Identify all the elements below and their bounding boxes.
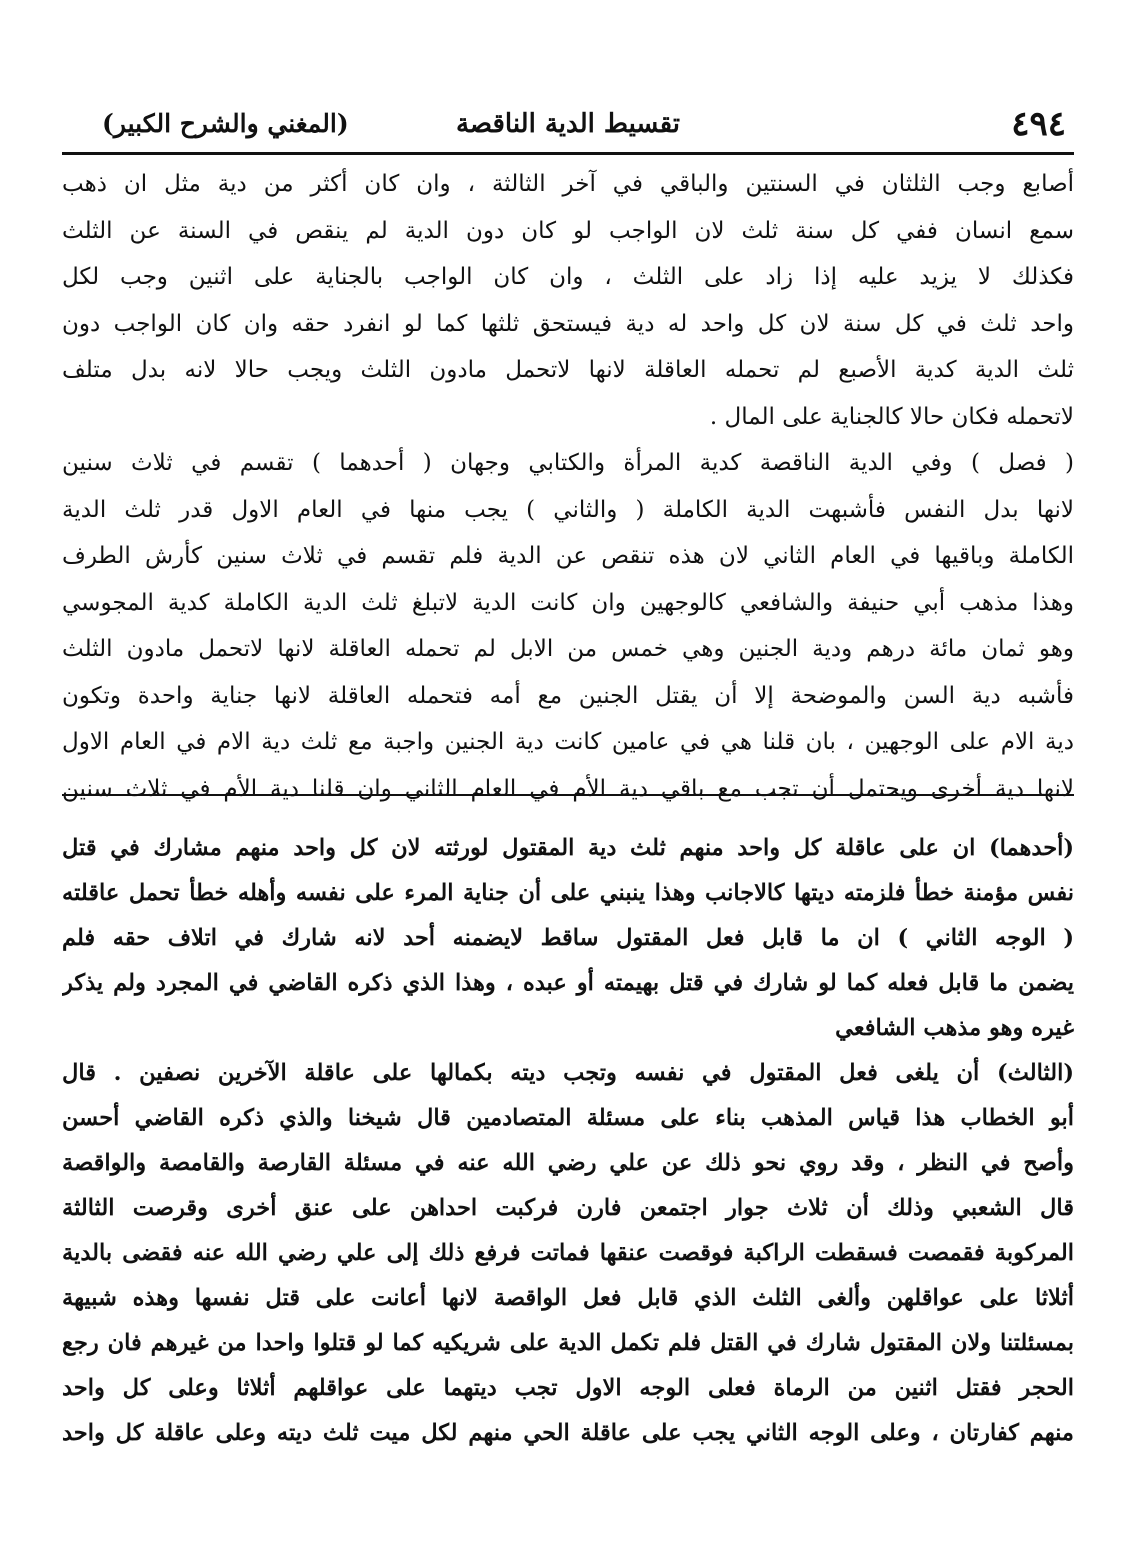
commentary-line: الحجر فقتل اثنين من الرماة فعلى الوجه الاول تجب ديتهما على عواقلهم أثلاثا وعلى كل واحد: [62, 1375, 1074, 1401]
running-title: تقسيط الدية الناقصة: [455, 109, 681, 139]
commentary-line: بمسئلتنا ولان المقتول شارك في القتل فلم تكمل الدية على شريكيه كما لو قتلوا واحدا من غيرهم فان رجع: [62, 1330, 1074, 1356]
text-line: أصابع وجب الثلثان في السنتين والباقي في آخر الثالثة ، وان كان أكثر من دية مثل ان ذهب: [62, 171, 1074, 197]
page-header: [62, 102, 1074, 146]
text-line: ثلث الدية كدية الأصبع لم تحمله العاقلة لانها لاتحمل مادون الثلث ويجب حالا لانه بدل متلف: [62, 357, 1074, 383]
page-number: ٤٩٤: [1011, 104, 1066, 144]
text-line: ( فصل ) وفي الدية الناقصة كدية المرأة والكتابي وجهان ( أحدهما ) تقسم في ثلاث سنين: [62, 450, 1074, 476]
commentary-line: وأصح في النظر ، وقد روي نحو ذلك عن علي رضي الله عنه في مسئلة القارصة والقامصة والواقصة: [62, 1150, 1074, 1176]
commentary-line: (الثالث) أن يلغى فعل المقتول في نفسه وتجب ديته بكمالها على عاقلة الآخرين نصفين . قال: [62, 1060, 1074, 1086]
text-line: وهو ثمان مائة درهم ودية الجنين وهي خمس من الابل لم تحمله العاقلة لانها لاتحمل مادون الثلث: [62, 636, 1074, 662]
text-line: فأشبه دية السن والموضحة إلا أن يقتل الجنين مع أمه فتحمله العاقلة لانها جناية واحدة وتكون: [62, 682, 1074, 709]
book-title: (المغني والشرح الكبير): [102, 109, 349, 138]
commentary-line: قال الشعبي وذلك أن ثلاث جوار اجتمعن فارن فركبت احداهن على عنق أخرى وقرصت الثالثة: [62, 1195, 1074, 1221]
main-text: [62, 161, 1074, 812]
commentary-line: (أحدهما) ان على عاقلة كل واحد منهم ثلث دية المقتول لورثته لان كل واحد منهم مشارك في قتل: [62, 835, 1074, 861]
section-divider: [62, 794, 1074, 796]
text-line: لاتحمله فكان حالا كالجناية على المال .: [709, 403, 1074, 430]
text-line: فكذلك لا يزيد عليه إذا زاد على الثلث ، وان كان الواجب بالجناية على اثنين وجب لكل: [62, 264, 1074, 290]
text-line: الكاملة وباقيها في العام الثاني لان هذه تنقص عن الدية فلم تقسم في ثلاث سنين كأرش الطرف: [62, 543, 1074, 569]
commentary-line: أثلاثا على عواقلهن وألغى الثلث الذي قابل فعل الواقصة لانها أعانت على قتل نفسها وهذه شبيهة: [62, 1285, 1074, 1311]
text-line: سمع انسان ففي كل سنة ثلث لان الواجب لو كان دون الدية لم ينقص في السنة عن الثلث: [62, 217, 1074, 244]
text-line: لانها بدل النفس فأشبهت الدية الكاملة ( والثاني ) يجب منها في العام الاول قدر ثلث الدية: [62, 496, 1074, 523]
commentary-text: [62, 826, 1074, 1456]
commentary-line: المركوبة فقمصت فسقطت الراكبة فوقصت عنقها فماتت فرفع ذلك إلى علي رضي الله عنه فقضى بالدية: [62, 1240, 1074, 1266]
text-line: لانها دية أخرى ويحتمل أن تجب مع باقي دية الأم في العام الثاني وان قلنا دية الأم في ثلاث سنين: [62, 775, 1074, 802]
commentary-line: ( الوجه الثاني ) ان ما قابل فعل المقتول ساقط لايضمنه أحد لانه شارك في اتلاف حقه فلم: [62, 925, 1074, 951]
text-line: وهذا مذهب أبي حنيفة والشافعي كالوجهين وان كانت الدية لاتبلغ ثلث الدية الكاملة كدية المجوسي: [62, 589, 1074, 616]
commentary-line: يضمن ما قابل فعله كما لو شارك في قتل بهيمته أو عبده ، وهذا الذي ذكره القاضي في المجرد ولم يذكر: [62, 970, 1074, 996]
text-line: واحد ثلث في كل سنة لان كل واحد له دية فيستحق ثلثها كما لو انفرد حقه وان كان الواجب دون: [62, 310, 1074, 337]
commentary-line: نفس مؤمنة خطأ فلزمته ديتها كالاجانب وهذا ينبني على أن جناية المرء على نفسه وأهله خطأ تحمل عاقلته: [62, 880, 1074, 906]
commentary-line: منهم كفارتان ، وعلى الوجه الثاني يجب على عاقلة الحي منهم لكل ميت ثلث ديته وعلى عاقلة كل واحد: [62, 1420, 1074, 1446]
commentary-line: غيره وهو مذهب الشافعي: [835, 1015, 1074, 1041]
commentary-line: أبو الخطاب هذا قياس المذهب بناء على مسئلة المتصادمين قال شيخنا والذي ذكره القاضي أحسن: [62, 1105, 1074, 1131]
header-rule: [62, 152, 1074, 155]
text-line: دية الام على الوجهين ، بان قلنا هي في عامين كانت دية الجنين واجبة مع ثلث دية الام في العام الاول: [62, 729, 1074, 755]
